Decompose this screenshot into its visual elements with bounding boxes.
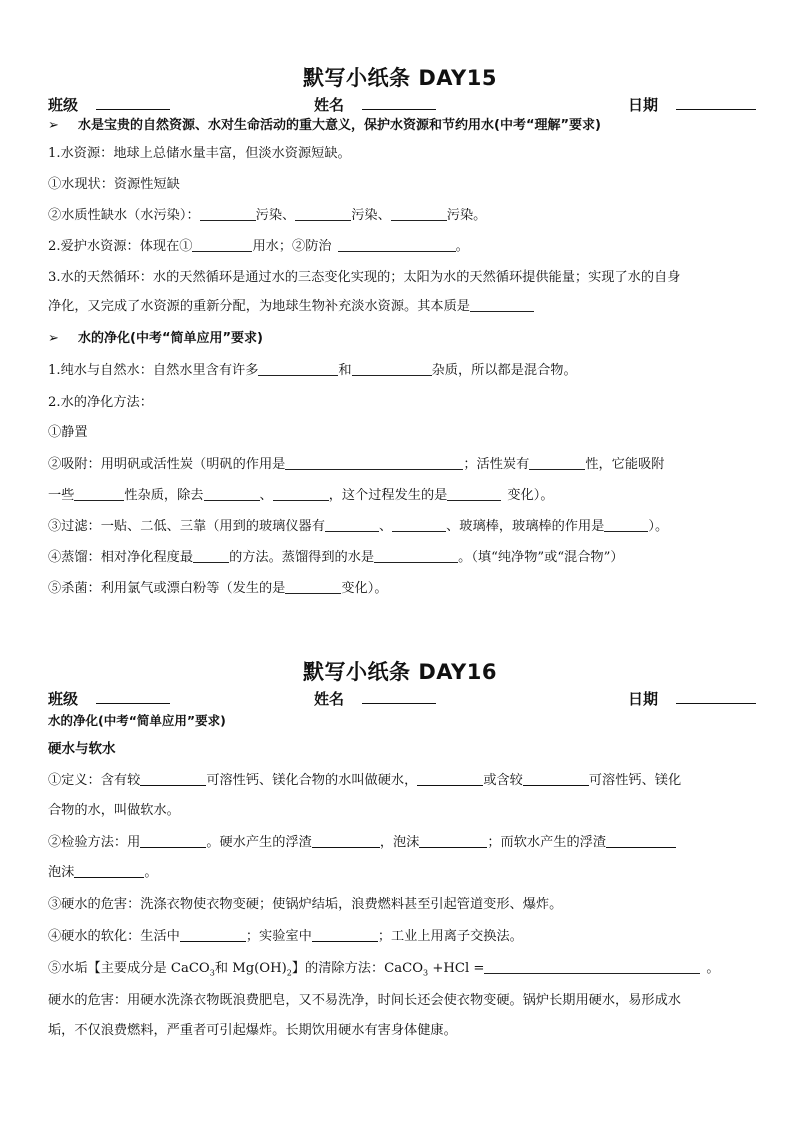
date-blank[interactable] [676, 94, 756, 110]
section1-title: 水是宝贵的自然资源、水对生命活动的重大意义，保护水资源和节约用水(中考“理解”要求) [78, 118, 601, 133]
day16-line-5: ③硬水的危害：洗涤衣物使衣物变硬；使锅炉结垢，浪费燃料甚至引起管道变形、爆炸。 [48, 897, 563, 912]
arrow-bullet-icon: ➢ [48, 118, 59, 133]
fill-blank[interactable] [419, 834, 487, 848]
day15-line-11: 一些 性杂质，除去 、 ，这个过程发生的是 变化）。 [48, 488, 554, 503]
day16-heading: 硬水与软水 [48, 741, 116, 757]
day16-line-6: ④硬水的软化：生活中 ；实验室中 ；工业上用离子交换法。 [48, 929, 523, 944]
fill-blank[interactable] [258, 362, 338, 376]
fill-blank[interactable] [74, 864, 144, 878]
fill-blank[interactable] [74, 487, 124, 501]
day16-line-2: 合物的水，叫做软水。 [48, 803, 180, 818]
fill-blank[interactable] [391, 207, 447, 221]
fill-blank[interactable] [529, 456, 585, 470]
day15-section1-heading [48, 117, 601, 135]
fill-blank[interactable] [392, 518, 446, 532]
class-blank[interactable] [96, 94, 170, 110]
day15-line-3: ②水质性缺水（水污染）： 污染、 污染、 污染。 [48, 208, 487, 223]
fill-blank[interactable] [204, 487, 260, 501]
fill-blank[interactable] [352, 362, 432, 376]
day16-line-9: 垢，不仅浪费燃料，严重者可引起爆炸。长期饮用硬水有害身体健康。 [48, 1023, 457, 1038]
fill-blank[interactable] [200, 207, 256, 221]
fill-blank[interactable] [374, 549, 458, 563]
day16-line-1: ①定义：含有较 可溶性钙、镁化合物的水叫做硬水， 或含较 可溶性钙、镁化 [48, 773, 682, 788]
name-blank[interactable] [362, 94, 436, 110]
name-label: 姓名 [314, 690, 345, 708]
fill-blank[interactable] [417, 772, 483, 786]
day15-line-1: 1.水资源：地球上总储水量丰富，但淡水资源短缺。 [48, 146, 351, 161]
day15-header-row [0, 94, 800, 118]
fill-blank[interactable] [273, 487, 329, 501]
day15-line-12: ③过滤：一贴、二低、三靠（用到的玻璃仪器有 、 、玻璃棒，玻璃棒的作用是 ）。 [48, 519, 669, 534]
fill-blank[interactable] [140, 772, 206, 786]
fill-blank[interactable] [285, 580, 341, 594]
day15-line-7: 1.纯水与自然水：自然水里含有许多 和 杂质，所以都是混合物。 [48, 363, 577, 378]
class-label: 班级 [48, 96, 79, 114]
day15-line-14: ⑤杀菌：利用氯气或漂白粉等（发生的是 变化）。 [48, 581, 388, 596]
fill-blank[interactable] [606, 834, 676, 848]
day15-section2-heading [48, 330, 263, 348]
fill-blank[interactable] [312, 834, 380, 848]
day15-line-10: ②吸附：用明矾或活性炭（明矾的作用是 ；活性炭有 性，它能吸附 [48, 457, 665, 472]
day15-title: 默写小纸条 DAY15 [303, 66, 497, 90]
fill-blank[interactable] [325, 518, 379, 532]
day15-class-field[interactable] [48, 94, 78, 115]
fill-blank[interactable] [447, 487, 501, 501]
fill-blank[interactable] [523, 772, 589, 786]
day16-name-field[interactable] [314, 688, 344, 709]
day16-title: 默写小纸条 DAY16 [303, 660, 497, 684]
equation-blank[interactable] [484, 960, 700, 974]
fill-blank[interactable] [470, 298, 534, 312]
fill-blank[interactable] [604, 518, 648, 532]
day16-date-field[interactable] [628, 688, 658, 709]
date-label: 日期 [628, 96, 659, 114]
day16-class-field[interactable] [48, 688, 78, 709]
day15-line-9: ①静置 [48, 425, 88, 440]
fill-blank[interactable] [338, 238, 456, 252]
fill-blank[interactable] [192, 238, 252, 252]
fill-blank[interactable] [295, 207, 351, 221]
day16-line-3: ②检验方法：用 。硬水产生的浮渣 ，泡沫 ；而软水产生的浮渣 [48, 834, 676, 852]
fill-blank[interactable] [285, 456, 463, 470]
day15-line-6: 净化，又完成了水资源的重新分配，为地球生物补充淡水资源。其本质是 [48, 298, 534, 316]
day16-line-4: 泡沫 。 [48, 865, 158, 880]
name-label: 姓名 [314, 96, 345, 114]
arrow-bullet-icon: ➢ [48, 331, 59, 346]
day15-date-field[interactable] [628, 94, 658, 115]
fill-blank[interactable] [312, 928, 378, 942]
fill-blank[interactable] [193, 549, 229, 563]
day16-subtitle: 水的净化(中考“简单应用”要求) [48, 713, 226, 728]
day15-line-13: ④蒸馏：相对净化程度最 的方法。蒸馏得到的水是 。（填“纯净物”或“混合物”） [48, 550, 624, 565]
day16-header-row [0, 688, 800, 712]
fill-blank[interactable] [140, 834, 206, 848]
day16-line-8: 硬水的危害：用硬水洗涤衣物既浪费肥皂，又不易洗净，时间长还会使衣物变硬。锅炉长期用硬水，易形成水 [48, 993, 681, 1008]
day15-line-2: ①水现状：资源性短缺 [48, 177, 180, 192]
day16-line-7: ⑤水垢【主要成分是 CaCO$_3$和 $Mg(OH)_2$】的清除方法：CaCO$_3$ +HCl = 。 [48, 961, 720, 978]
day15-line-4: 2.爱护水资源：体现在① 用水；②防治 。 [48, 239, 469, 254]
class-label: 班级 [48, 690, 79, 708]
fill-blank[interactable] [180, 928, 246, 942]
section2-title: 水的净化(中考“简单应用”要求) [78, 331, 263, 346]
class-blank[interactable] [96, 688, 170, 704]
day15-line-8: 2.水的净化方法： [48, 395, 153, 410]
date-blank[interactable] [676, 688, 756, 704]
name-blank[interactable] [362, 688, 436, 704]
day15-line-5: 3.水的天然循环：水的天然循环是通过水的三态变化实现的；太阳为水的天然循环提供能量；实现了水的自身 [48, 270, 681, 285]
day15-name-field[interactable] [314, 94, 344, 115]
date-label: 日期 [628, 690, 659, 708]
